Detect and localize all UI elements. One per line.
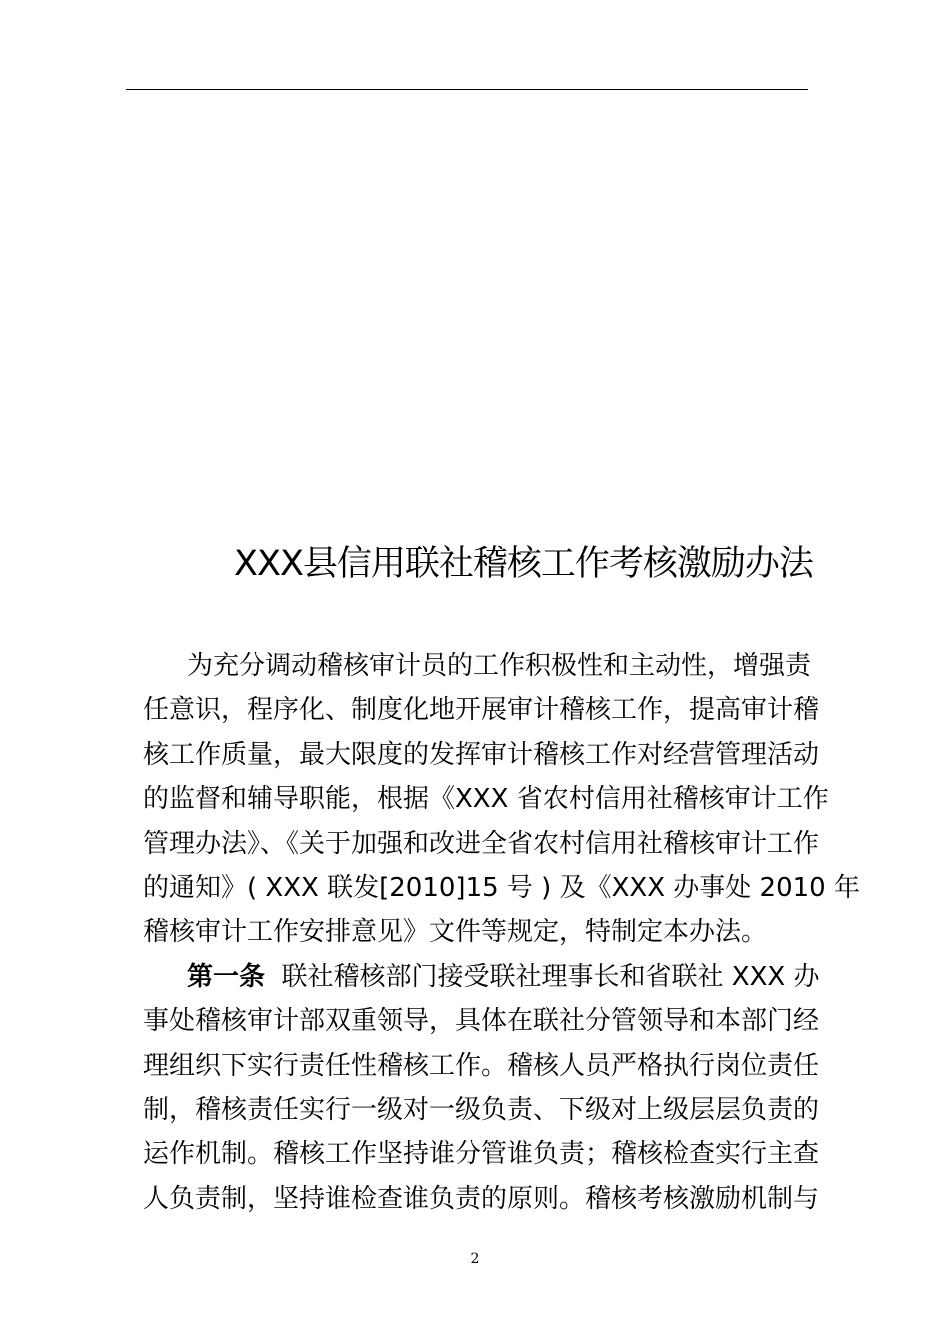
preamble-line: 核工作质量，最大限度的发挥审计稽核工作对经营管理活动 bbox=[143, 739, 820, 770]
article-1-line: 运作机制。稽核工作坚持谁分管谁负责；稽核检查实行主查 bbox=[143, 1139, 820, 1170]
preamble-line: 的通知》( XXX 联发[2010]15 号 ) 及《XXX 办事处 2010 年 bbox=[143, 872, 860, 903]
preamble-line: 为充分调动稽核审计员的工作积极性和主动性，增强责 bbox=[187, 651, 812, 681]
article-1-first-line bbox=[143, 955, 820, 999]
preamble-line: 管理办法》、《关于加强和改进全省农村信用社稽核审计工作 bbox=[143, 828, 820, 859]
article-1-lead-space bbox=[265, 962, 282, 992]
page-number: 2 bbox=[470, 1251, 480, 1267]
article-1-line: 人负责制，坚持谁检查谁负责的原则。稽核考核激励机制与 bbox=[143, 1183, 820, 1214]
article-1-line: 事处稽核审计部双重领导，具体在联社分管领导和本部门经 bbox=[143, 1006, 820, 1037]
document-body bbox=[143, 644, 860, 1221]
article-1-line: 制，稽核责任实行一级对一级负责、下级对上级层层负责的 bbox=[143, 1094, 820, 1125]
article-1-label: 第一条 bbox=[187, 961, 266, 992]
preamble-line: 任意识，程序化、制度化地开展审计稽核工作，提高审计稽 bbox=[143, 695, 820, 726]
header-rule bbox=[126, 89, 808, 90]
article-1-first-text: 联社稽核部门接受联社理事长和省联社 XXX 办 bbox=[281, 961, 820, 992]
preamble-line: 的监督和辅导职能，根据《XXX 省农村信用社稽核审计工作 bbox=[143, 784, 829, 815]
preamble-line: 稽核审计工作安排意见》文件等规定，特制定本办法。 bbox=[143, 917, 768, 948]
article-1-line: 理组织下实行责任性稽核工作。稽核人员严格执行岗位责任 bbox=[143, 1050, 820, 1081]
document-title: XXX县信用联社稽核工作考核激励办法 bbox=[234, 544, 813, 584]
